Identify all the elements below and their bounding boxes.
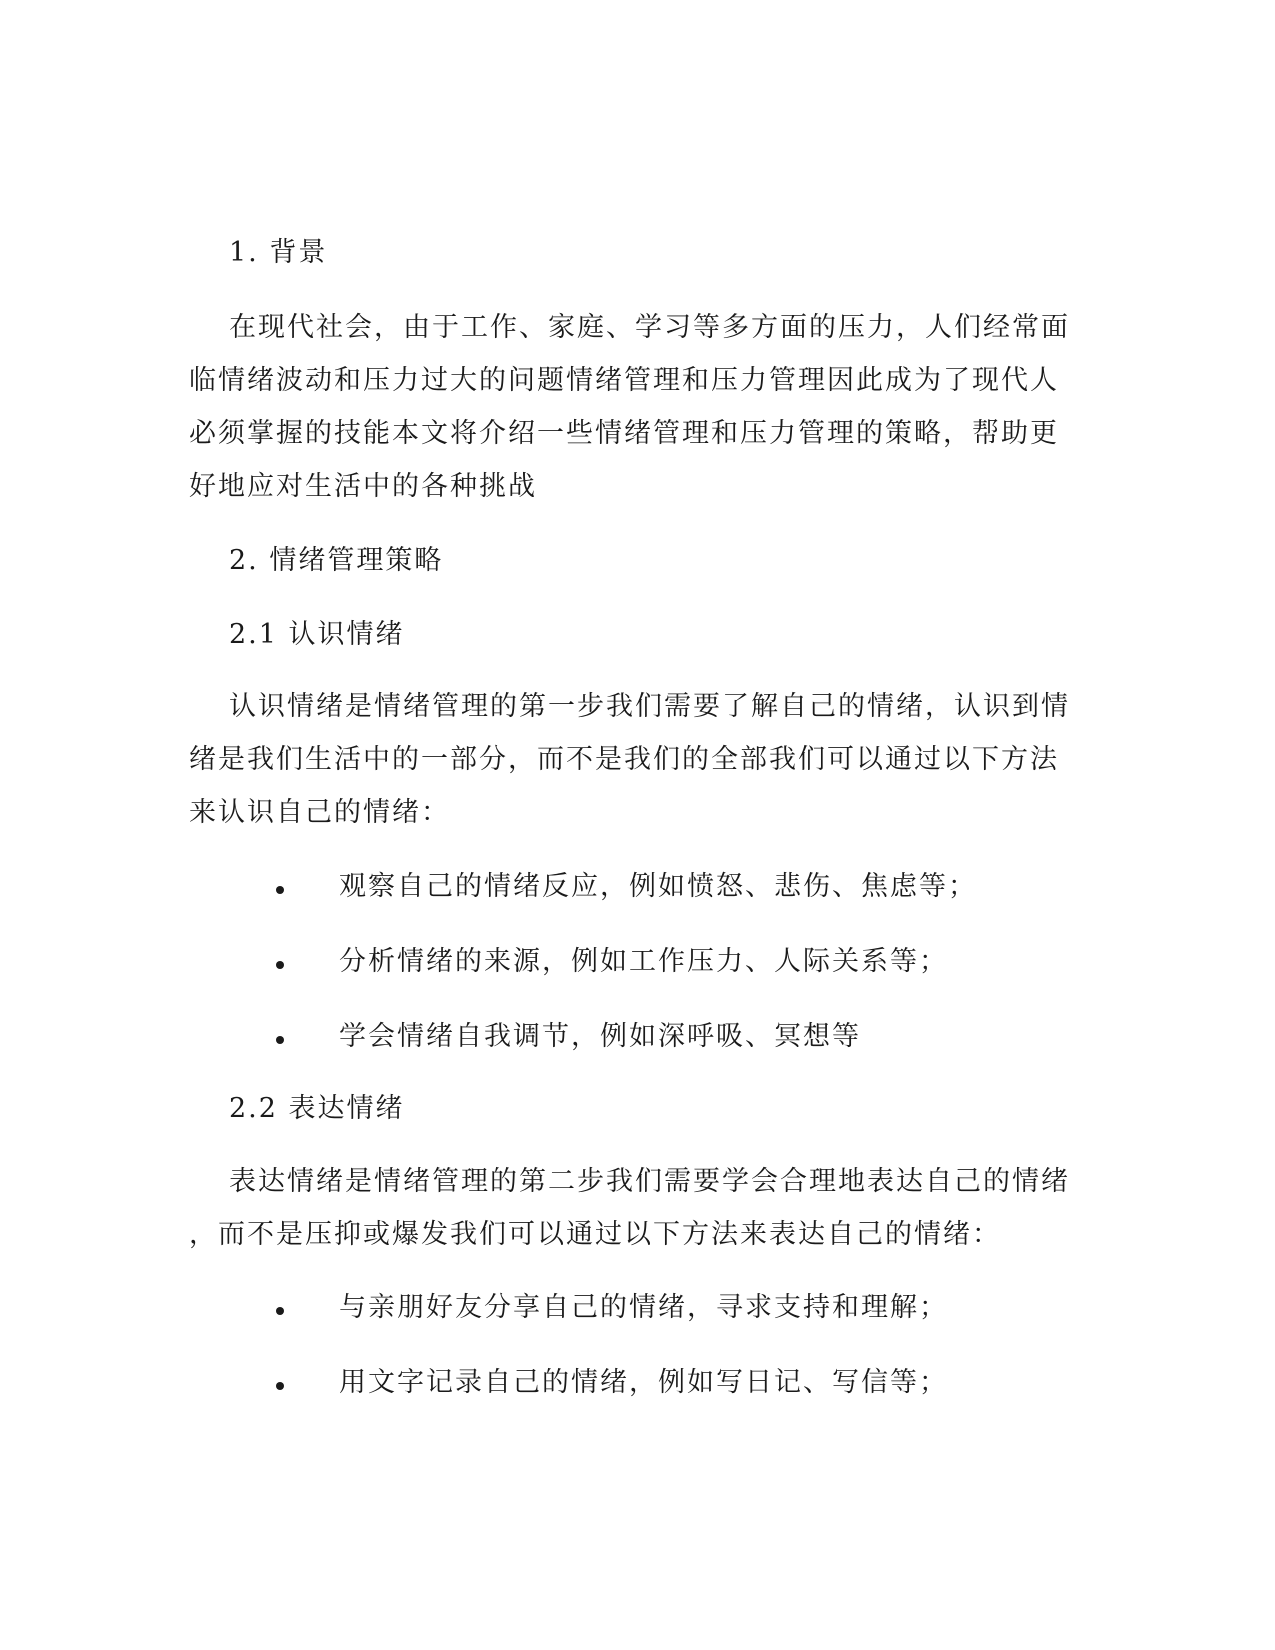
paragraph-line: ，而不是压抑或爆发我们可以通过以下方法来表达自己的情绪： — [189, 1219, 1001, 1250]
list-item: 观察自己的情绪反应，例如愤怒、悲伤、焦虑等； — [339, 871, 977, 902]
paragraph-line: 在现代社会，由于工作、家庭、学习等多方面的压力，人们经常面 — [229, 312, 1070, 343]
bullet-icon — [276, 1382, 284, 1390]
paragraph-line: 绪是我们生活中的一部分，而不是我们的全部我们可以通过以下方法 — [189, 744, 1059, 775]
bullet-icon — [276, 961, 284, 969]
list-item: 与亲朋好友分享自己的情绪，寻求支持和理解； — [339, 1292, 948, 1323]
paragraph-line: 认识情绪是情绪管理的第一步我们需要了解自己的情绪，认识到情 — [229, 691, 1070, 722]
paragraph-line: 表达情绪是情绪管理的第二步我们需要学会合理地表达自己的情绪 — [229, 1166, 1070, 1197]
list-item: 用文字记录自己的情绪，例如写日记、写信等； — [339, 1367, 948, 1398]
list-item: 分析情绪的来源，例如工作压力、人际关系等； — [339, 946, 948, 977]
paragraph-line: 临情绪波动和压力过大的问题情绪管理和压力管理因此成为了现代人 — [189, 365, 1059, 396]
bullet-icon — [276, 1036, 284, 1044]
paragraph-line: 必须掌握的技能本文将介绍一些情绪管理和压力管理的策略，帮助更 — [189, 418, 1059, 449]
section-heading-strategies: 2. 情绪管理策略 — [229, 545, 444, 576]
list-item: 学会情绪自我调节，例如深呼吸、冥想等 — [339, 1021, 861, 1052]
bullet-icon — [276, 1307, 284, 1315]
subsection-heading-express: 2.2 表达情绪 — [229, 1093, 405, 1124]
section-heading-background: 1. 背景 — [229, 237, 328, 268]
paragraph-line: 好地应对生活中的各种挑战 — [189, 471, 537, 502]
bullet-icon — [276, 886, 284, 894]
subsection-heading-recognize: 2.1 认识情绪 — [229, 619, 405, 650]
paragraph-line: 来认识自己的情绪： — [189, 797, 450, 828]
